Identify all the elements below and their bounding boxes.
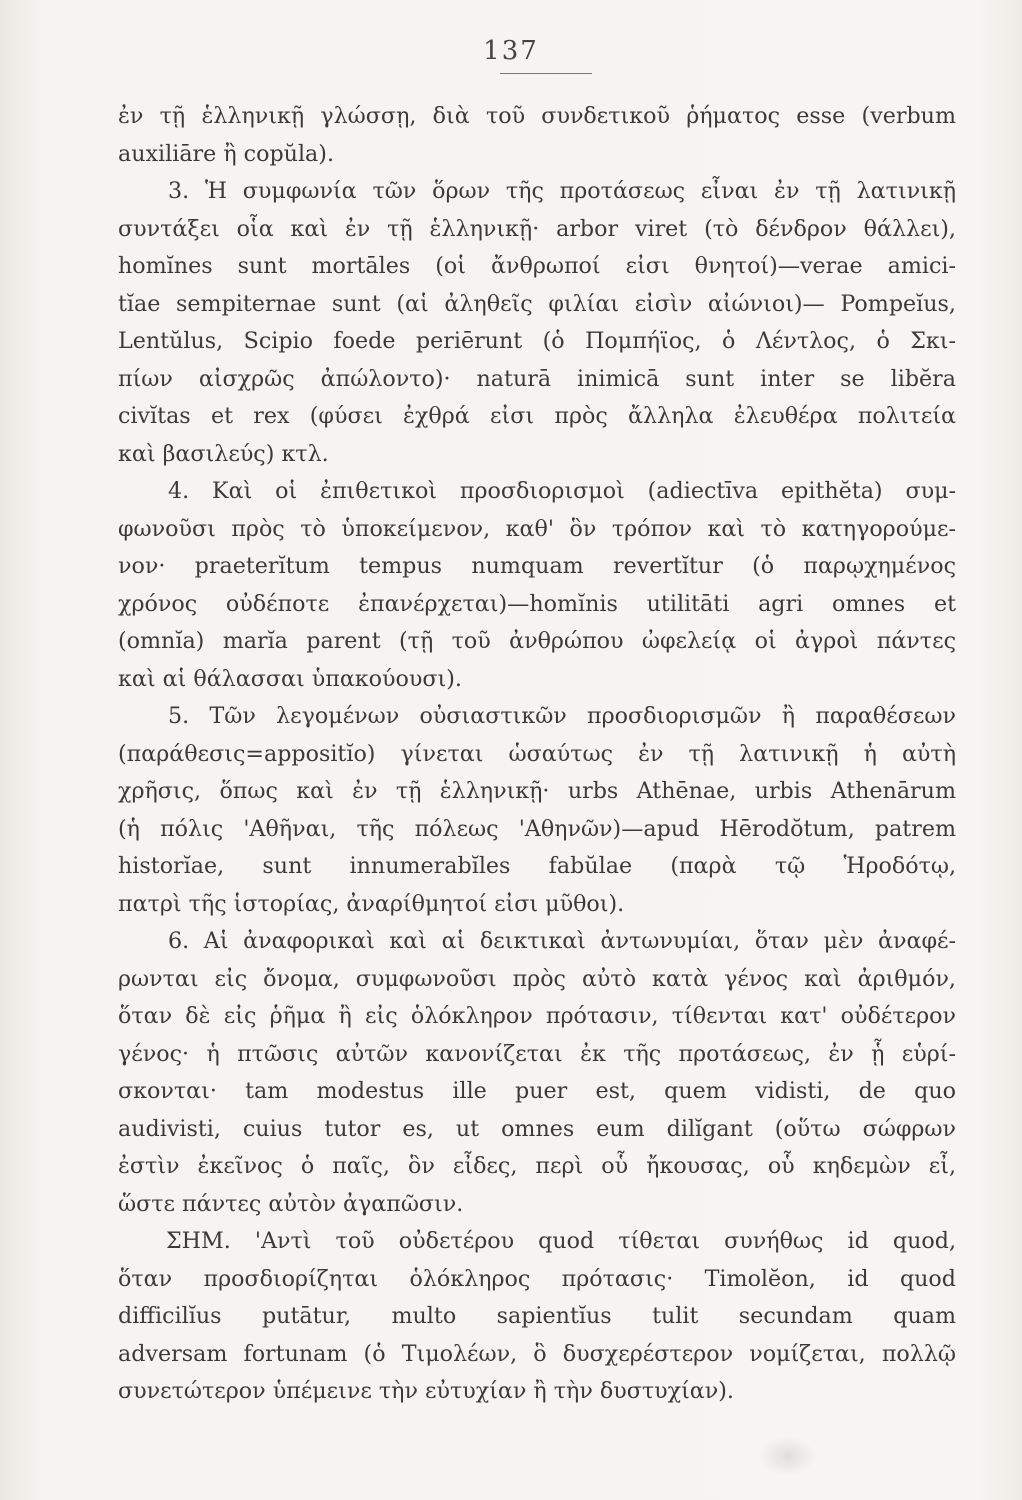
text-line: ἐστὶν ἐκεῖνος ὁ παῖς, ὃν εἶδες, περὶ οὗ ἤκουσας, οὗ κηδεμὼν εἶ,	[118, 1153, 956, 1179]
text-line: φωνοῦσι πρὸς τὸ ὑποκείμενον, καθ' ὃν τρόπον καὶ τὸ κατηγορούμε-	[118, 515, 956, 542]
text-line: (ἡ πόλις 'Αθῆναι, τῆς πόλεως 'Αθηνῶν)—apud Hērodŏtum, patrem	[118, 815, 956, 842]
ink-smudge	[760, 1436, 815, 1476]
page-number: 137	[483, 36, 539, 66]
text-line: 5. Τῶν λεγομένων οὐσιαστικῶν προσδιορισμῶν ἢ παραθέσεων	[168, 703, 956, 729]
text-line: civĭtas et rex (φύσει ἐχθρά εἰσι πρὸς ἄλληλα ἐλευθέρα πολιτεία	[118, 403, 956, 429]
text-line: adversam fortunam (ὁ Τιμολέων, ὃ δυσχερέστερον νομίζεται, πολλῷ	[118, 1340, 956, 1367]
text-line: ὅταν προσδιορίζηται ὁλόκληρος πρότασις· Timolĕon, id quod	[118, 1265, 956, 1292]
text-line: συνετώτερον ὑπέμεινε τὴν εὐτυχίαν ἢ τὴν δυστυχίαν).	[118, 1378, 734, 1404]
text-line: Lentŭlus, Scipio foede periērunt (ὁ Πομπήϊος, ὁ Λέντλος, ὁ Σκι-	[118, 328, 956, 354]
text-line: γένος· ἡ πτῶσις αὐτῶν κανονίζεται ἐκ τῆς προτάσεως, ἐν ᾗ εὑρί-	[118, 1040, 956, 1067]
text-line: χρόνος οὐδέποτε ἐπανέρχεται)—homĭnis utilitāti agri omnes et	[118, 590, 956, 617]
text-line: historĭae, sunt innumerabĭles fabŭlae (παρὰ τῷ Ἡροδότῳ,	[118, 853, 956, 879]
text-line: homĭnes sunt mortāles (οἱ ἄνθρωποί εἰσι θνητοί)—verae amici-	[118, 253, 956, 279]
text-line: πατρὶ τῆς ἱστορίας, ἀναρίθμητοί εἰσι μῦθοι).	[118, 890, 625, 917]
text-line: συντάξει οἷα καὶ ἐν τῇ ἑλληνικῇ· arbor viret (τὸ δένδρον θάλλει),	[118, 215, 956, 242]
text-line: difficilĭus putātur, multo sapientĭus tulit secundam quam	[118, 1303, 956, 1329]
text-line: 4. Καὶ οἱ ἐπιθετικοὶ προσδιορισμοὶ (adiectīva epithĕta) συμ-	[168, 478, 956, 504]
text-line: 3. Ἡ συμφωνία τῶν ὅρων τῆς προτάσεως εἶναι ἐν τῇ λατινικῇ	[168, 178, 956, 204]
text-line: χρῆσις, ὅπως καὶ ἐν τῇ ἑλληνικῇ· urbs Athēnae, urbis Athenārum	[118, 778, 956, 804]
text-line: ἐν τῇ ἑλληνικῇ γλώσσῃ, διὰ τοῦ συνδετικοῦ ῥήματος esse (verbum	[118, 103, 956, 129]
text-line: auxiliāre ἢ copŭla).	[118, 140, 334, 167]
text-line: σκονται· tam modestus ille puer est, quem vidisti, de quo	[118, 1078, 956, 1104]
text-line: ὅταν δὲ εἰς ῥῆμα ἢ εἰς ὁλόκληρον πρότασιν, τίθενται κατ' οὐδέτερον	[118, 1003, 956, 1029]
body-text	[118, 98, 956, 1411]
text-line: ΣΗΜ. 'Αντὶ τοῦ οὐδετέρου quod τίθεται συνήθως id quod,	[166, 1228, 956, 1254]
page-number-rule	[500, 73, 592, 74]
text-line: ὥστε πάντες αὐτὸν ἀγαπῶσιν.	[118, 1190, 464, 1217]
text-line: (παράθεσις=appositĭo) γίνεται ὡσαύτως ἐν τῇ λατινικῇ ἡ αὐτὴ	[118, 740, 956, 767]
text-line: νον· praeterĭtum tempus numquam revertĭtur (ὁ παρῳχημένος	[118, 553, 956, 579]
text-line: tĭae sempiternae sunt (αἱ ἀληθεῖς φιλίαι εἰσὶν αἰώνιοι)— Pompeĭus,	[118, 290, 956, 317]
text-line: ρωνται εἰς ὄνομα, συμφωνοῦσι πρὸς αὐτὸ κατὰ γένος καὶ ἀριθμόν,	[118, 965, 956, 992]
text-line: (omnĭa) marĭa parent (τῇ τοῦ ἀνθρώπου ὠφελείᾳ οἱ ἀγροὶ πάντες	[118, 628, 956, 654]
text-line: πίων αἰσχρῶς ἀπώλοντο)· naturā inimicā sunt inter se libĕra	[118, 365, 956, 392]
text-line: καὶ αἱ θάλασσαι ὑπακούουσι).	[118, 665, 462, 692]
text-line: 6. Αἱ ἀναφορικαὶ καὶ αἱ δεικτικαὶ ἀντωνυμίαι, ὅταν μὲν ἀναφέ-	[168, 928, 956, 954]
text-line: καὶ βασιλεύς) κτλ.	[118, 440, 329, 467]
text-line: audivisti, cuius tutor es, ut omnes eum dilĭgant (οὕτω σώφρων	[118, 1115, 956, 1142]
